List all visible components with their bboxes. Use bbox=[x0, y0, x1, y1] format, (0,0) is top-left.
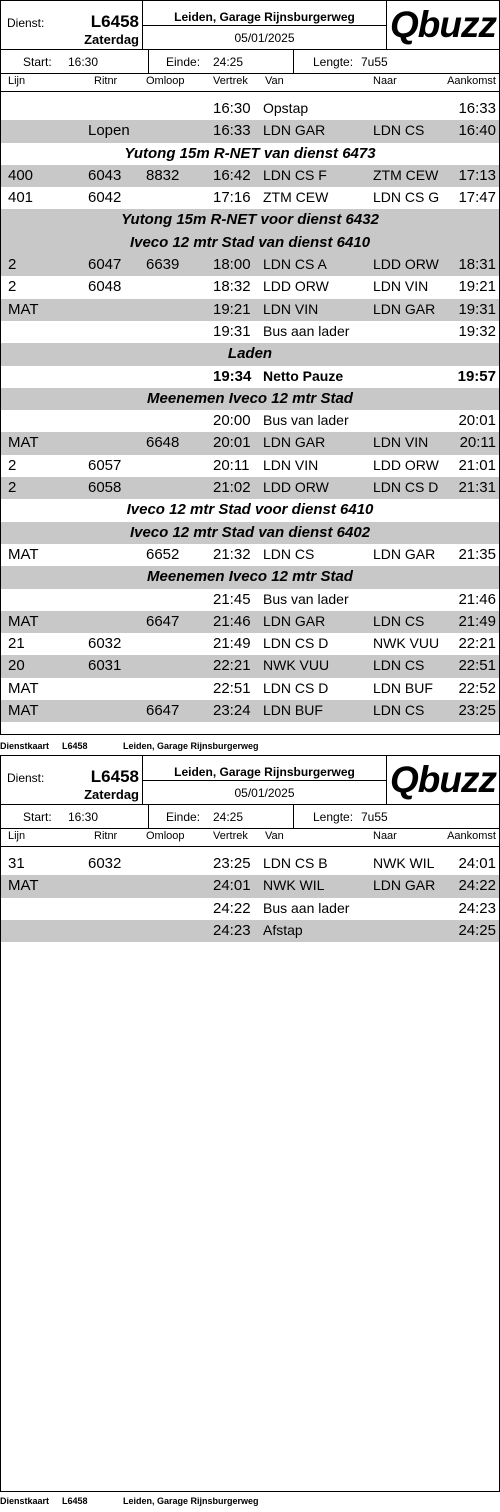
vertrek-cell: 21:45 bbox=[213, 590, 251, 608]
naar-cell: LDN GAR bbox=[373, 877, 436, 894]
section-header-row bbox=[1, 343, 499, 365]
trip-row bbox=[1, 432, 499, 454]
start-time: 16:30 bbox=[68, 810, 99, 824]
lijn-cell: 401 bbox=[8, 189, 34, 207]
section-header-row bbox=[1, 232, 499, 254]
garage-name: Leiden, Garage Rijnsburgerweg bbox=[174, 765, 355, 779]
aankomst-cell: 21:01 bbox=[458, 456, 496, 474]
dienst-label: Dienst: bbox=[7, 771, 45, 785]
ritnr-cell: Lopen bbox=[88, 122, 130, 140]
aankomst-cell: 20:11 bbox=[459, 434, 496, 452]
omloop-cell: 6647 bbox=[146, 612, 180, 630]
vertrek-cell: 20:01 bbox=[213, 434, 251, 452]
trip-row bbox=[1, 875, 499, 897]
aankomst-cell: 21:46 bbox=[458, 590, 496, 608]
van-cell: LDD ORW bbox=[263, 479, 329, 496]
einde-time: 24:25 bbox=[213, 55, 244, 69]
naar-cell: LDN VIN bbox=[373, 434, 429, 451]
van-cell: Bus van lader bbox=[263, 590, 349, 607]
van-cell: LDN CS F bbox=[263, 166, 327, 183]
trip-row bbox=[1, 321, 499, 343]
van-cell: Bus van lader bbox=[263, 412, 349, 429]
van-cell: Bus aan lader bbox=[263, 899, 350, 916]
vertrek-cell: 20:11 bbox=[213, 456, 250, 474]
vertrek-cell: 19:34 bbox=[213, 367, 252, 385]
section-title: Meenemen Iveco 12 mtr Stad bbox=[147, 389, 353, 407]
lijn-cell: MAT bbox=[8, 300, 39, 318]
vertrek-cell: 23:24 bbox=[213, 702, 251, 720]
trip-row bbox=[1, 410, 499, 432]
trip-row bbox=[1, 898, 499, 920]
col-omloop: Omloop bbox=[146, 830, 185, 842]
vertrek-cell: 21:02 bbox=[213, 479, 251, 497]
naar-cell: LDN CS bbox=[373, 612, 425, 629]
lengte-label: Lengte: bbox=[313, 810, 354, 824]
naar-cell: ZTM CEW bbox=[373, 166, 439, 183]
naar-cell: LDN CS bbox=[373, 122, 425, 139]
page-header bbox=[1, 1, 499, 49]
einde-label: Einde: bbox=[166, 55, 201, 69]
trip-row bbox=[1, 254, 499, 276]
vertrek-cell: 22:51 bbox=[213, 679, 251, 697]
ritnr-cell: 6048 bbox=[88, 278, 122, 296]
naar-cell: LDN GAR bbox=[373, 300, 436, 317]
trip-row bbox=[1, 544, 499, 566]
naar-cell: LDN CS G bbox=[373, 189, 440, 206]
naar-cell: LDN GAR bbox=[373, 545, 436, 562]
col-ritnr: Ritnr bbox=[94, 75, 118, 87]
naar-cell: LDN CS bbox=[373, 657, 425, 674]
lijn-cell: MAT bbox=[8, 702, 39, 720]
footer-code: L6458 bbox=[62, 1496, 88, 1506]
dienst-code: L6458 bbox=[90, 12, 139, 31]
lijn-cell: 2 bbox=[8, 456, 17, 474]
ritnr-cell: 6057 bbox=[88, 456, 122, 474]
aankomst-cell: 24:25 bbox=[458, 921, 496, 939]
footer-label: Dienstkaart bbox=[0, 1496, 50, 1506]
van-cell: NWK WIL bbox=[263, 877, 325, 894]
omloop-cell: 8832 bbox=[146, 166, 180, 184]
trip-row bbox=[1, 589, 499, 611]
dienst-label: Dienst: bbox=[7, 16, 45, 30]
section-title: Iveco 12 mtr Stad van dienst 6410 bbox=[129, 233, 371, 251]
omloop-cell: 6647 bbox=[146, 702, 180, 720]
einde-time: 24:25 bbox=[213, 810, 244, 824]
dienstkaart-page-1 bbox=[0, 0, 500, 755]
lijn-cell: 20 bbox=[8, 657, 25, 675]
ritnr-cell: 6031 bbox=[88, 657, 122, 675]
trip-row bbox=[1, 853, 499, 875]
ritnr-cell: 6032 bbox=[88, 635, 122, 653]
aankomst-cell: 22:52 bbox=[458, 679, 496, 697]
column-header bbox=[1, 829, 499, 846]
trip-row bbox=[1, 165, 499, 187]
lijn-cell: MAT bbox=[8, 679, 39, 697]
aankomst-cell: 22:21 bbox=[458, 635, 496, 653]
trip-row bbox=[1, 633, 499, 655]
lijn-cell: 21 bbox=[8, 635, 25, 653]
naar-cell: LDN BUF bbox=[373, 679, 433, 696]
col-ritnr: Ritnr bbox=[94, 830, 118, 842]
omloop-cell: 6639 bbox=[146, 256, 180, 274]
van-cell: ZTM CEW bbox=[263, 189, 329, 206]
vertrek-cell: 21:46 bbox=[213, 612, 251, 630]
footer-garage: Leiden, Garage Rijnsburgerweg bbox=[123, 1496, 259, 1506]
start-label: Start: bbox=[23, 55, 52, 69]
van-cell: LDN GAR bbox=[263, 122, 326, 139]
trip-row bbox=[1, 299, 499, 321]
aankomst-cell: 22:51 bbox=[458, 657, 496, 675]
section-header-row bbox=[1, 522, 499, 544]
van-cell: LDN GAR bbox=[263, 612, 326, 629]
garage-name: Leiden, Garage Rijnsburgerweg bbox=[174, 10, 355, 24]
einde-label: Einde: bbox=[166, 810, 201, 824]
trip-row bbox=[1, 920, 499, 942]
van-cell: NWK VUU bbox=[263, 657, 330, 674]
vertrek-cell: 18:32 bbox=[213, 278, 251, 296]
page-frame bbox=[0, 0, 500, 735]
naar-cell: LDD ORW bbox=[373, 256, 439, 273]
van-cell: LDN BUF bbox=[263, 702, 323, 719]
naar-cell: LDN CS bbox=[373, 702, 425, 719]
section-header-row bbox=[1, 143, 499, 165]
section-title: Yutong 15m R-NET voor dienst 6432 bbox=[121, 211, 379, 229]
van-cell: LDN VIN bbox=[263, 300, 319, 317]
ritnr-cell: 6047 bbox=[88, 256, 122, 274]
trip-row bbox=[1, 276, 499, 298]
page-header bbox=[1, 756, 499, 804]
trip-row bbox=[1, 678, 499, 700]
lijn-cell: MAT bbox=[8, 434, 39, 452]
trip-row bbox=[1, 120, 499, 142]
naar-cell: LDD ORW bbox=[373, 456, 439, 473]
vertrek-cell: 17:16 bbox=[213, 189, 251, 207]
vertrek-cell: 16:30 bbox=[213, 100, 251, 117]
col-van: Van bbox=[265, 75, 284, 87]
van-cell: Opstap bbox=[263, 100, 309, 116]
col-vertrek: Vertrek bbox=[213, 75, 248, 87]
vertrek-cell: 19:31 bbox=[213, 322, 251, 340]
aankomst-cell: 18:31 bbox=[458, 256, 496, 274]
trip-row bbox=[1, 611, 499, 633]
footer-label: Dienstkaart bbox=[0, 741, 50, 751]
aankomst-cell: 24:23 bbox=[458, 899, 496, 917]
aankomst-cell: 19:32 bbox=[458, 322, 496, 340]
aankomst-cell: 21:31 bbox=[458, 479, 496, 497]
vertrek-cell: 16:42 bbox=[213, 166, 251, 184]
footer-garage: Leiden, Garage Rijnsburgerweg bbox=[123, 741, 259, 751]
aankomst-cell: 24:01 bbox=[458, 855, 496, 872]
shift-summary bbox=[1, 50, 499, 73]
lengte-value: 7u55 bbox=[361, 810, 388, 824]
van-cell: LDN CS B bbox=[263, 855, 328, 871]
van-cell: LDN GAR bbox=[263, 434, 326, 451]
col-van: Van bbox=[265, 830, 284, 842]
col-omloop: Omloop bbox=[146, 75, 185, 87]
lijn-cell: MAT bbox=[8, 545, 39, 563]
lengte-value: 7u55 bbox=[361, 55, 388, 69]
ritnr-cell: 6032 bbox=[88, 855, 122, 872]
lijn-cell: 31 bbox=[8, 855, 25, 872]
start-label: Start: bbox=[23, 810, 52, 824]
trip-row bbox=[1, 477, 499, 499]
aankomst-cell: 21:35 bbox=[458, 545, 496, 563]
aankomst-cell: 19:21 bbox=[458, 278, 496, 296]
lijn-cell: MAT bbox=[8, 612, 39, 630]
schedule-rows bbox=[1, 94, 499, 722]
aankomst-cell: 16:33 bbox=[458, 100, 496, 117]
aankomst-cell: 23:25 bbox=[458, 702, 496, 720]
van-cell: LDN CS bbox=[263, 545, 315, 562]
section-title: Meenemen Iveco 12 mtr Stad bbox=[147, 568, 353, 586]
trip-row bbox=[1, 700, 499, 722]
lijn-cell: 2 bbox=[8, 256, 17, 274]
vertrek-cell: 19:21 bbox=[213, 300, 251, 318]
van-cell: LDN CS D bbox=[263, 679, 329, 696]
vertrek-cell: 20:00 bbox=[213, 412, 251, 430]
naar-cell: LDN VIN bbox=[373, 278, 429, 295]
aankomst-cell: 19:57 bbox=[457, 367, 496, 385]
qbuzz-logo: Qbuzz bbox=[390, 4, 496, 45]
dienstkaart-page-2 bbox=[0, 755, 500, 1512]
aankomst-cell: 16:40 bbox=[458, 122, 496, 140]
start-time: 16:30 bbox=[68, 55, 99, 69]
aankomst-cell: 17:13 bbox=[458, 166, 496, 184]
shift-summary bbox=[1, 805, 499, 828]
col-vertrek: Vertrek bbox=[213, 830, 248, 842]
van-cell: LDD ORW bbox=[263, 278, 329, 295]
column-header bbox=[1, 74, 499, 91]
vertrek-cell: 24:23 bbox=[213, 921, 251, 939]
col-naar: Naar bbox=[373, 830, 397, 842]
page-frame bbox=[0, 755, 500, 1492]
col-aankomst: Aankomst bbox=[447, 75, 496, 87]
section-title: Iveco 12 mtr Stad van dienst 6402 bbox=[129, 523, 371, 541]
lijn-cell: MAT bbox=[8, 877, 39, 895]
lijn-cell: 2 bbox=[8, 278, 17, 296]
footer-code: L6458 bbox=[62, 741, 88, 751]
vertrek-cell: 24:01 bbox=[213, 877, 251, 895]
aankomst-cell: 20:01 bbox=[458, 412, 496, 430]
van-cell: LDN CS A bbox=[263, 256, 327, 273]
naar-cell: NWK VUU bbox=[373, 635, 440, 652]
trip-row bbox=[1, 187, 499, 209]
dienst-code: L6458 bbox=[90, 767, 139, 786]
col-lijn: Lijn bbox=[8, 75, 26, 87]
lijn-cell: 2 bbox=[8, 479, 17, 497]
service-date: 05/01/2025 bbox=[234, 31, 295, 45]
vertrek-cell: 22:21 bbox=[213, 657, 251, 675]
naar-cell: LDN CS D bbox=[373, 479, 439, 496]
van-cell: Bus aan lader bbox=[263, 322, 350, 339]
section-title: Yutong 15m R-NET van dienst 6473 bbox=[124, 144, 376, 162]
ritnr-cell: 6043 bbox=[88, 166, 122, 184]
naar-cell: NWK WIL bbox=[373, 855, 435, 871]
col-aankomst: Aankomst bbox=[447, 830, 496, 842]
vertrek-cell: 24:22 bbox=[213, 899, 251, 917]
aankomst-cell: 24:22 bbox=[458, 877, 496, 895]
van-cell: LDN VIN bbox=[263, 456, 319, 473]
col-lijn: Lijn bbox=[8, 830, 26, 842]
aankomst-cell: 17:47 bbox=[458, 189, 496, 207]
trip-row bbox=[1, 455, 499, 477]
van-cell: Afstap bbox=[263, 921, 303, 938]
omloop-cell: 6648 bbox=[146, 434, 180, 452]
van-cell: Netto Pauze bbox=[263, 367, 344, 384]
aankomst-cell: 19:31 bbox=[458, 300, 496, 318]
section-header-row bbox=[1, 566, 499, 588]
vertrek-cell: 23:25 bbox=[213, 855, 251, 872]
trip-row bbox=[1, 655, 499, 677]
section-header-row bbox=[1, 499, 499, 521]
vertrek-cell: 21:49 bbox=[213, 635, 251, 653]
vertrek-cell: 16:33 bbox=[213, 122, 251, 140]
dienst-day: Zaterdag bbox=[84, 32, 139, 47]
service-date: 05/01/2025 bbox=[234, 786, 295, 800]
aankomst-cell: 21:49 bbox=[458, 612, 496, 630]
lijn-cell: 400 bbox=[8, 166, 34, 184]
ritnr-cell: 6042 bbox=[88, 189, 122, 207]
section-title: Laden bbox=[227, 345, 273, 363]
col-naar: Naar bbox=[373, 75, 397, 87]
section-header-row bbox=[1, 388, 499, 410]
omloop-cell: 6652 bbox=[146, 545, 180, 563]
lengte-label: Lengte: bbox=[313, 55, 354, 69]
vertrek-cell: 21:32 bbox=[213, 545, 251, 563]
section-header-row bbox=[1, 209, 499, 231]
ritnr-cell: 6058 bbox=[88, 479, 122, 497]
trip-row bbox=[1, 98, 499, 120]
dienst-day: Zaterdag bbox=[84, 787, 139, 802]
trip-row bbox=[1, 366, 499, 388]
section-title: Iveco 12 mtr Stad voor dienst 6410 bbox=[126, 501, 374, 519]
van-cell: LDN CS D bbox=[263, 635, 329, 652]
schedule-rows bbox=[1, 849, 499, 942]
vertrek-cell: 18:00 bbox=[213, 256, 251, 274]
qbuzz-logo: Qbuzz bbox=[390, 759, 496, 800]
